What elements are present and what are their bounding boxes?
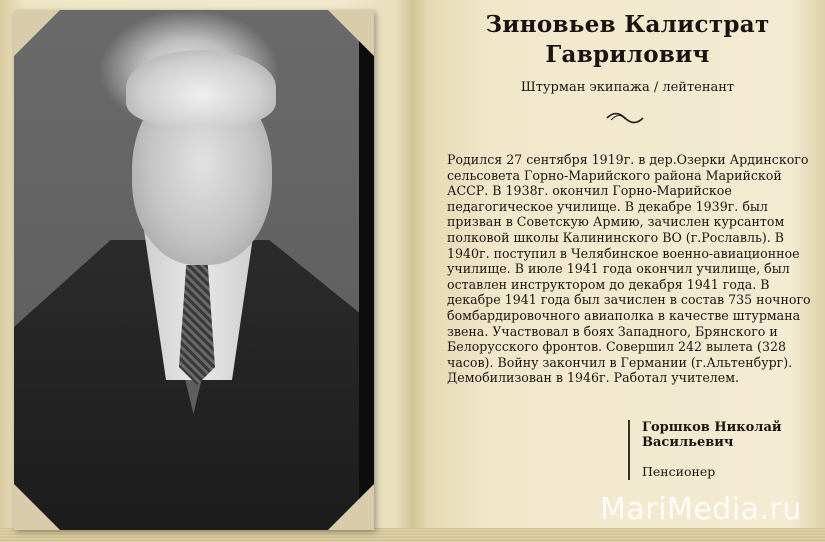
author-block [628, 420, 825, 480]
biography-text: Родился 27 сентября 1919г. в дер.Озерки Ардинского сельсовета Горно-Марийского района Марийской АССР. В 1938г. окончил Горно-Марийское педагогическое училище. В декабре 1939г. был призван в Советскую Армию, зачислен курсантом полковой школы Калининского ВО (г.Рославль). В 1940г. поступил в Челябинское военно-авиационное училище. В июле 1941 года окончил училище, был оставлен инструктором до декабря 1941 года. В декабре 1941 года был зачислен в состав 735 ночного бомбардировочного авиаполка в качестве штурмана звена. Участвовал в боях Западного, Брянского и Белорусского фронтов. Совершил 242 вылета (328 часов). Войну закончил в Германии (г.Альтенбург). Демобилизован в 1946г. Работал учителем. [447, 152, 811, 386]
flourish-ornament-icon [605, 110, 645, 126]
person-name: Зиновьев Калистрат Гаврилович [485, 11, 770, 68]
page-edges [0, 528, 825, 542]
site-watermark: MariMedia.ru [600, 492, 802, 527]
photo-hair [126, 50, 276, 125]
photo-image [14, 10, 359, 530]
author-status: Пенсионер [642, 464, 716, 479]
portrait-photo [14, 10, 374, 530]
author-name: Горшков Николай Васильевич [642, 420, 782, 450]
person-role: Штурман экипажа / лейтенант [520, 80, 735, 95]
